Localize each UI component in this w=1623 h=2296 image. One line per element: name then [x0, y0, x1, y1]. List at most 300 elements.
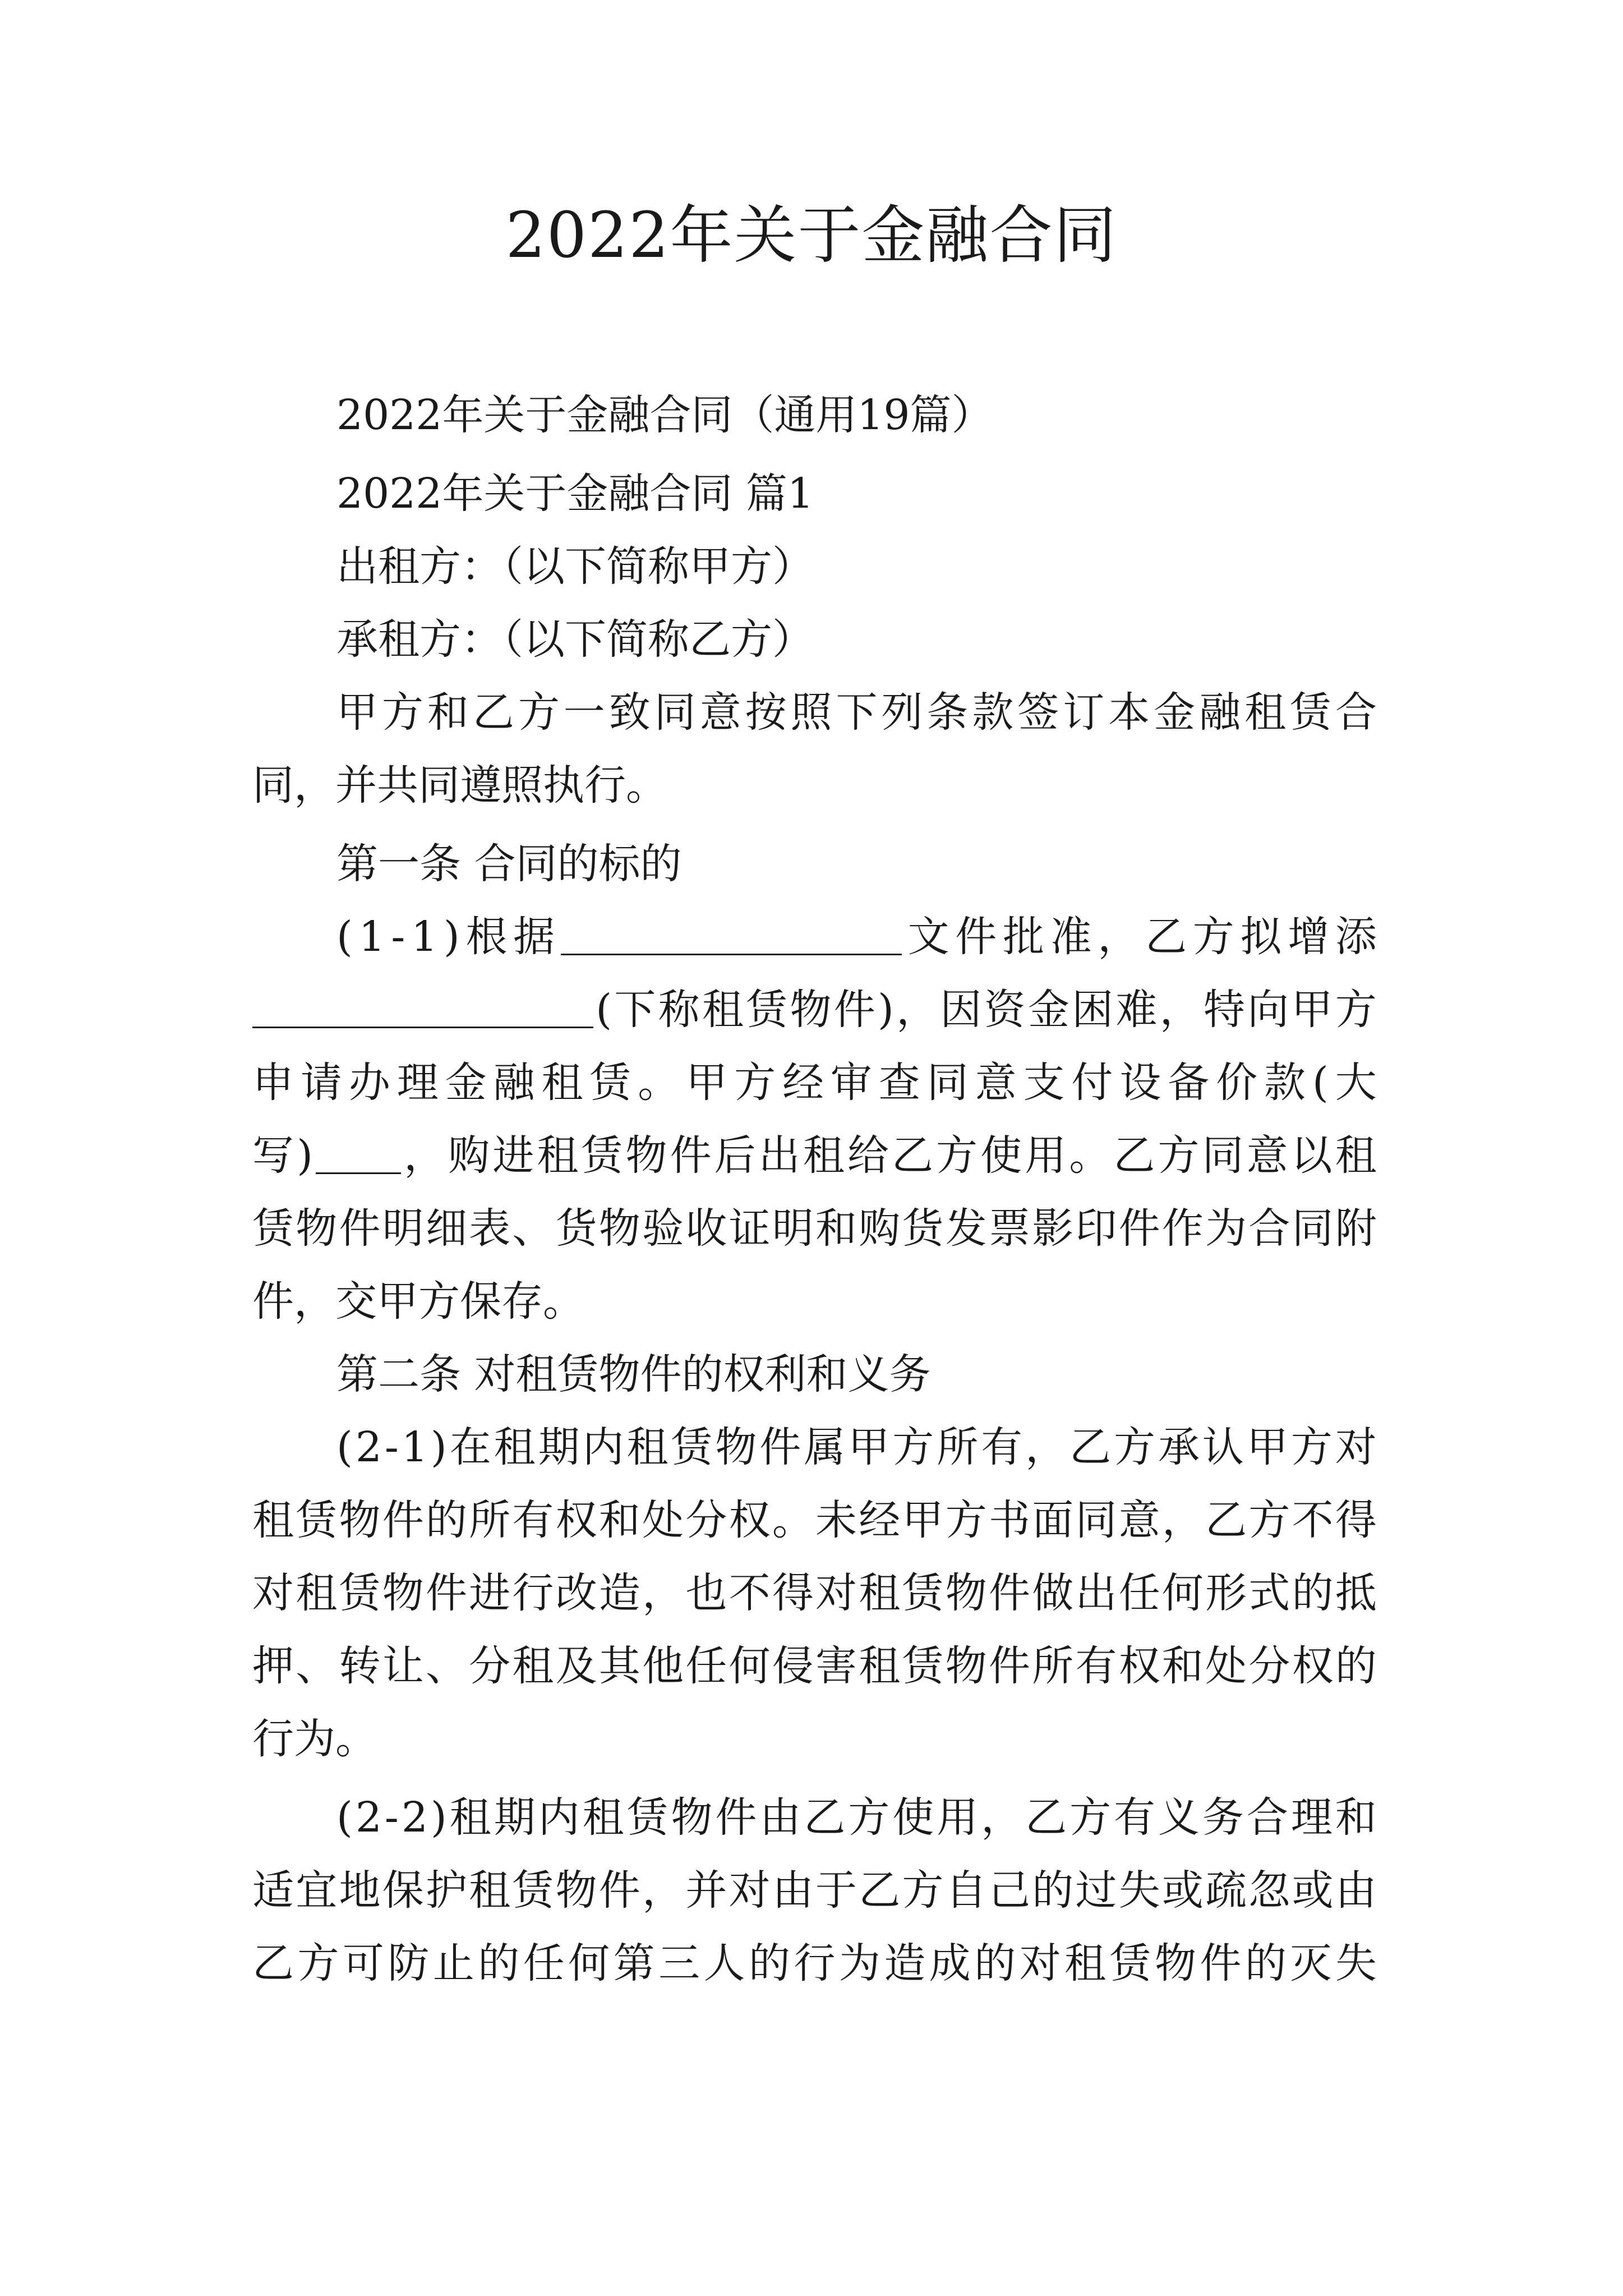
text-char: 可: [342, 1939, 384, 1987]
text-char: 物: [945, 1569, 987, 1617]
text-char: 租: [859, 1569, 901, 1617]
text-char: 得: [1335, 1496, 1377, 1544]
text-char: 租: [582, 1793, 624, 1842]
text-char: 分: [685, 1496, 727, 1544]
text-char: 任: [685, 1642, 727, 1690]
text-char: 金: [1027, 986, 1069, 1034]
text-char: 理: [396, 1059, 439, 1107]
text-char: 租: [252, 1496, 294, 1544]
text-char: 称: [658, 986, 700, 1034]
text-char: 租: [469, 1866, 511, 1915]
text-char: 对: [252, 1569, 294, 1617]
text-char: 文: [907, 913, 949, 961]
text-char: 订: [1063, 688, 1105, 737]
text-char: -: [384, 1423, 399, 1471]
text-char: 方: [1192, 913, 1234, 961]
text-char: 三: [658, 1939, 700, 1987]
text-char: 细: [425, 1204, 467, 1253]
text-char: 件: [988, 1569, 1030, 1617]
text-char: 权: [1292, 1642, 1334, 1690]
text-char: 件: [1118, 1204, 1160, 1253]
document-line: [252, 1711, 1377, 1767]
text-char: 方: [381, 688, 423, 737]
text-char: 处: [642, 1496, 684, 1544]
text-run: 2022年关于金融合同（通用19篇）: [336, 391, 993, 439]
text-char: 影: [1032, 1204, 1074, 1253]
text-char: 方: [1248, 1496, 1290, 1544]
text-char: 失: [1335, 1939, 1377, 1987]
text-char: 所: [1032, 1642, 1074, 1690]
text-char: 不: [1292, 1496, 1334, 1544]
text-run: 承租方：（以下简称乙方）: [336, 615, 814, 664]
text-char: 票: [988, 1204, 1030, 1253]
text-char: 物: [598, 1204, 640, 1253]
text-char: 条: [926, 688, 969, 737]
document-line: [336, 1789, 1377, 1846]
text-char: 备: [1168, 1059, 1210, 1107]
text-char: 物: [382, 1569, 424, 1617]
text-char: 人: [703, 1939, 745, 1987]
text-char: (: [336, 1793, 353, 1842]
text-char: 甲: [1291, 986, 1333, 1034]
text-char: ): [430, 1793, 447, 1842]
text-char: 物: [339, 1496, 381, 1544]
text-char: 使: [980, 1131, 1022, 1180]
text-char: 难: [1115, 986, 1158, 1034]
text-char: 赁: [589, 1059, 631, 1107]
text-char: 造: [884, 1939, 926, 1987]
text-char: 款: [1264, 1059, 1306, 1107]
text-char: 对: [728, 1866, 771, 1915]
text-char: 和: [1335, 1793, 1377, 1842]
text-char: 本: [1108, 688, 1150, 737]
document-line: [252, 1862, 1377, 1918]
text-char: 合: [1246, 1793, 1288, 1842]
text-char: 忽: [1248, 1866, 1290, 1915]
text-char: 同: [1202, 1131, 1244, 1180]
text-char: 方: [1069, 1793, 1112, 1842]
text-char: ): [297, 1131, 313, 1180]
text-char: ，: [1025, 1423, 1067, 1471]
text-char: 件: [955, 913, 997, 961]
text-char: 成: [929, 1939, 971, 1987]
text-char: 权: [555, 1496, 597, 1544]
document-line: [252, 1200, 1377, 1257]
text-char: 租: [626, 1423, 668, 1471]
document-line: [252, 757, 1377, 813]
text-char: 方: [936, 1131, 978, 1180]
text-char: 出: [758, 1131, 800, 1180]
text-char: 务: [1202, 1793, 1244, 1842]
text-char: 物: [790, 986, 832, 1034]
text-char: 意: [1246, 1131, 1288, 1180]
text-char: 承: [1158, 1423, 1200, 1471]
text-char: 租: [702, 986, 744, 1034]
text-char: 据: [513, 913, 555, 961]
text-char: 的: [1335, 1642, 1377, 1690]
text-char: 对: [1335, 1423, 1377, 1471]
text-char: 融: [493, 1059, 535, 1107]
text-char: 的: [974, 1939, 1016, 1987]
text-char: 、: [512, 1204, 554, 1253]
text-char: 价: [1216, 1059, 1258, 1107]
text-char: 面: [1032, 1496, 1074, 1544]
document-line: [336, 1419, 1377, 1475]
text-char: 赁: [512, 1866, 554, 1915]
text-char: 2: [355, 1423, 382, 1471]
text-char: 申: [252, 1059, 294, 1107]
text-char: 件: [339, 1204, 381, 1253]
text-char: 同: [926, 1059, 969, 1107]
document-line: [336, 909, 1377, 965]
text-char: 。: [1069, 1131, 1111, 1180]
document-line: [252, 1565, 1377, 1621]
text-char: (: [336, 913, 353, 961]
text-char: 乙: [1113, 1131, 1155, 1180]
text-char: 方: [1158, 1131, 1200, 1180]
text-char: 或: [1161, 1866, 1204, 1915]
text-char: 件: [382, 1496, 424, 1544]
text-char: 内: [538, 1793, 580, 1842]
text-char: 赁: [626, 1793, 668, 1842]
text-char: ，: [981, 1793, 1023, 1842]
text-char: 乙: [1205, 1496, 1247, 1544]
text-char: 和: [815, 1204, 857, 1253]
text-char: 方: [848, 1793, 890, 1842]
text-char: 经: [782, 1059, 824, 1107]
text-char: 权: [728, 1496, 771, 1544]
text-char: 于: [815, 1866, 857, 1915]
text-char: (: [336, 1423, 353, 1471]
text-char: 方: [892, 1423, 934, 1471]
text-char: 的: [478, 1939, 520, 1987]
text-char: 方: [297, 1939, 339, 1987]
text-char: 对: [815, 1569, 857, 1617]
text-char: 赁: [252, 1204, 294, 1253]
text-char: 并: [685, 1866, 727, 1915]
text-char: 租: [449, 1793, 491, 1842]
text-char: 乙: [804, 1793, 846, 1842]
text-char: 所: [469, 1496, 511, 1544]
text-char: 增: [1288, 913, 1330, 961]
text-char: 1: [401, 1423, 428, 1471]
text-char: 失: [1118, 1866, 1160, 1915]
text-char: 保: [382, 1866, 424, 1915]
text-char: 货: [902, 1204, 944, 1253]
text-char: 属: [804, 1423, 846, 1471]
text-char: 乙: [891, 1131, 933, 1180]
text-char: 2: [355, 1793, 382, 1842]
text-char: 义: [1158, 1793, 1200, 1842]
text-char: 乙: [252, 1939, 294, 1987]
text-char: 权: [1118, 1642, 1160, 1690]
text-char: 物: [945, 1642, 987, 1690]
text-char: 照: [790, 688, 832, 737]
document-line: [252, 1492, 1377, 1548]
text-char: 方: [734, 1059, 776, 1107]
text-char: 赁: [1290, 688, 1332, 737]
text-char: 也: [685, 1569, 727, 1617]
text-char: 甲: [686, 1059, 728, 1107]
text-char: 物: [625, 1131, 667, 1180]
text-char: 赁: [671, 1423, 713, 1471]
text-char: 任: [1118, 1569, 1160, 1617]
text-char: 有: [981, 1423, 1023, 1471]
text-char: 批: [1002, 913, 1044, 961]
text-char: 为: [1205, 1204, 1247, 1253]
text-char: 按: [745, 688, 787, 737]
text-char: 金: [445, 1059, 487, 1107]
text-char: 困: [1072, 986, 1114, 1034]
text-char: 疏: [1205, 1866, 1247, 1915]
text-char: 宜: [296, 1866, 338, 1915]
text-char: 所: [937, 1423, 979, 1471]
text-char: 租: [1335, 1131, 1377, 1180]
text-char: 适: [252, 1866, 294, 1915]
text-char: 证: [728, 1204, 771, 1253]
text-char: 查: [878, 1059, 920, 1107]
text-run: 件，交甲方保存。: [252, 1277, 584, 1326]
text-char: 分: [469, 1642, 511, 1690]
text-char: 租: [537, 1131, 579, 1180]
text-char: 验: [642, 1204, 684, 1253]
text-run: 同，并共同遵照执行。: [252, 761, 667, 809]
text-char: ，: [1098, 913, 1140, 961]
text-char: 物: [296, 1204, 338, 1253]
text-char: 合: [1248, 1204, 1290, 1253]
text-char: 件: [715, 1793, 757, 1842]
text-char: 的: [1292, 1569, 1334, 1617]
text-char: 准: [1050, 913, 1092, 961]
document-line: [336, 684, 1377, 740]
text-char: 赁: [902, 1642, 944, 1690]
text-char: 护: [425, 1866, 467, 1915]
text-char: 行: [512, 1569, 554, 1617]
text-char: 付: [1071, 1059, 1113, 1107]
text-char: 意: [1118, 1496, 1160, 1544]
text-char: 件: [670, 1131, 712, 1180]
text-char: 件: [425, 1569, 467, 1617]
text-char: 货: [555, 1204, 597, 1253]
text-char: 赁: [581, 1131, 623, 1180]
text-char: 设: [1119, 1059, 1161, 1107]
text-char: 一: [563, 688, 605, 737]
text-char: 件: [833, 986, 875, 1034]
text-char: 方: [945, 1496, 987, 1544]
text-char: 件: [759, 1423, 801, 1471]
text-char: 经: [859, 1496, 901, 1544]
text-char: 。: [772, 1496, 814, 1544]
text-char: 由: [772, 1866, 814, 1915]
text-char: 乙: [859, 1866, 901, 1915]
text-char: 乙: [1025, 1793, 1067, 1842]
text-char: 同: [654, 688, 696, 737]
text-char: 金: [1154, 688, 1196, 737]
text-char: 过: [1075, 1866, 1117, 1915]
document-line: [252, 1935, 1377, 1991]
text-char: 乙: [472, 688, 514, 737]
text-char: (: [596, 986, 612, 1034]
text-char: 审: [830, 1059, 872, 1107]
text-char: ，: [1159, 986, 1201, 1034]
text-char: 、: [425, 1642, 467, 1690]
text-char: 表: [469, 1204, 511, 1253]
text-char: 后: [714, 1131, 756, 1180]
text-char: 或: [1292, 1866, 1334, 1915]
text-char: 、: [296, 1642, 338, 1690]
text-char: 赁: [339, 1569, 381, 1617]
text-char: 何: [728, 1642, 771, 1690]
text-char: 进: [492, 1131, 534, 1180]
text-char: 何: [1161, 1569, 1204, 1617]
text-char: 方: [1290, 1423, 1332, 1471]
text-char: 期: [538, 1423, 580, 1471]
text-char: 列: [881, 688, 923, 737]
text-char: ): [430, 1423, 447, 1471]
text-char: 租: [1244, 688, 1287, 737]
text-char: 第: [613, 1939, 655, 1987]
text-run: 第一条 合同的标的: [336, 840, 682, 888]
document-line: [336, 466, 1377, 522]
text-char: 租: [512, 1642, 554, 1690]
text-char: 不: [728, 1569, 771, 1617]
document-title: 2022年关于金融合同: [505, 199, 1118, 272]
text-char: 1: [411, 913, 438, 961]
text-char: 拟: [1240, 913, 1282, 961]
text-char: 方: [902, 1866, 944, 1915]
text-run: 行为。: [252, 1715, 377, 1763]
text-char: 地: [339, 1866, 381, 1915]
text-char: 租: [296, 1569, 338, 1617]
text-char: 及: [555, 1642, 597, 1690]
text-char: ，: [1161, 1496, 1204, 1544]
document-line: [252, 1638, 1377, 1694]
text-char: 其: [598, 1642, 640, 1690]
text-char: 由: [759, 1793, 801, 1842]
text-char: 件: [988, 1642, 1030, 1690]
text-char: 处: [1205, 1642, 1247, 1690]
text-char: 下: [836, 688, 878, 737]
text-char: 资: [984, 986, 1026, 1034]
blank-field: [252, 982, 593, 1028]
text-char: ): [878, 986, 894, 1034]
document-line: [252, 1055, 1377, 1111]
text-char: 止: [432, 1939, 474, 1987]
text-char: ，: [642, 1866, 684, 1915]
blank-field: [561, 909, 902, 955]
text-char: -: [384, 1793, 399, 1842]
text-char: 未: [815, 1496, 857, 1544]
text-char: 款: [972, 688, 1014, 737]
text-char: 添: [1335, 913, 1377, 961]
text-char: 印: [1075, 1204, 1117, 1253]
text-char: 押: [252, 1642, 294, 1690]
text-char: 有: [1075, 1642, 1117, 1690]
document-line: [336, 611, 1377, 668]
text-char: 甲: [336, 688, 378, 737]
text-char: 明: [772, 1204, 814, 1253]
text-char: 租: [541, 1059, 583, 1107]
text-char: 件: [1200, 1939, 1242, 1987]
text-char: 得: [772, 1569, 814, 1617]
text-char: 做: [1032, 1569, 1074, 1617]
text-char: 租: [803, 1131, 845, 1180]
text-char: 给: [847, 1131, 889, 1180]
text-char: 下: [614, 986, 656, 1034]
text-char: 己: [988, 1866, 1030, 1915]
text-char: 赁: [902, 1569, 944, 1617]
text-char: 在: [449, 1423, 491, 1471]
document-line: [252, 1273, 1377, 1329]
text-char: 和: [1161, 1642, 1204, 1690]
text-char: 对: [1019, 1939, 1061, 1987]
text-char: 件: [598, 1866, 640, 1915]
text-char: ): [443, 913, 460, 961]
text-char: 方: [1114, 1423, 1156, 1471]
text-char: 办: [348, 1059, 390, 1107]
text-char: 书: [988, 1496, 1030, 1544]
document-line: [336, 387, 1377, 443]
text-char: 特: [1204, 986, 1245, 1034]
text-char: 和: [598, 1496, 640, 1544]
text-char: 何: [568, 1939, 610, 1987]
text-char: 购: [448, 1131, 490, 1180]
text-char: 任: [523, 1939, 565, 1987]
text-char: 抵: [1335, 1569, 1377, 1617]
text-char: 分: [1248, 1642, 1290, 1690]
text-char: 租: [859, 1642, 901, 1690]
text-char: 式: [1248, 1569, 1290, 1617]
text-char: 认: [1202, 1423, 1244, 1471]
text-char: 作: [1161, 1204, 1204, 1253]
text-char: 和: [427, 688, 469, 737]
text-char: 签: [1017, 688, 1059, 737]
text-char: 有: [1114, 1793, 1156, 1842]
text-char: 的: [1244, 1939, 1287, 1987]
text-char: 大: [1335, 1059, 1377, 1107]
text-char: 让: [382, 1642, 424, 1690]
text-char: 同: [1075, 1496, 1117, 1544]
blank-field: [316, 1128, 401, 1174]
text-char: 甲: [1246, 1423, 1288, 1471]
text-char: 租: [494, 1423, 536, 1471]
text-char: 的: [425, 1496, 467, 1544]
text-char: 购: [859, 1204, 901, 1253]
document-line: [336, 539, 1377, 595]
text-char: 方: [1335, 986, 1377, 1034]
text-char: 甲: [848, 1423, 890, 1471]
text-char: 出: [1075, 1569, 1117, 1617]
text-char: 赁: [1109, 1939, 1151, 1987]
text-char: 附: [1335, 1204, 1377, 1253]
text-char: 内: [582, 1423, 624, 1471]
document-line: [336, 836, 1377, 892]
text-char: 支: [1023, 1059, 1065, 1107]
text-char: 2: [401, 1793, 428, 1842]
text-char: 明: [382, 1204, 424, 1253]
text-char: 发: [945, 1204, 987, 1253]
text-char: 行: [794, 1939, 836, 1987]
text-char: 用: [1025, 1131, 1067, 1180]
document-line: [252, 1128, 1377, 1184]
text-char: 乙: [1069, 1423, 1112, 1471]
text-char: 因: [940, 986, 982, 1034]
text-char: ，: [404, 1131, 446, 1180]
text-char: 有: [512, 1496, 554, 1544]
text-run: 2022年关于金融合同 篇1: [336, 470, 814, 518]
text-char: 为: [838, 1939, 880, 1987]
text-char: 向: [1247, 986, 1289, 1034]
